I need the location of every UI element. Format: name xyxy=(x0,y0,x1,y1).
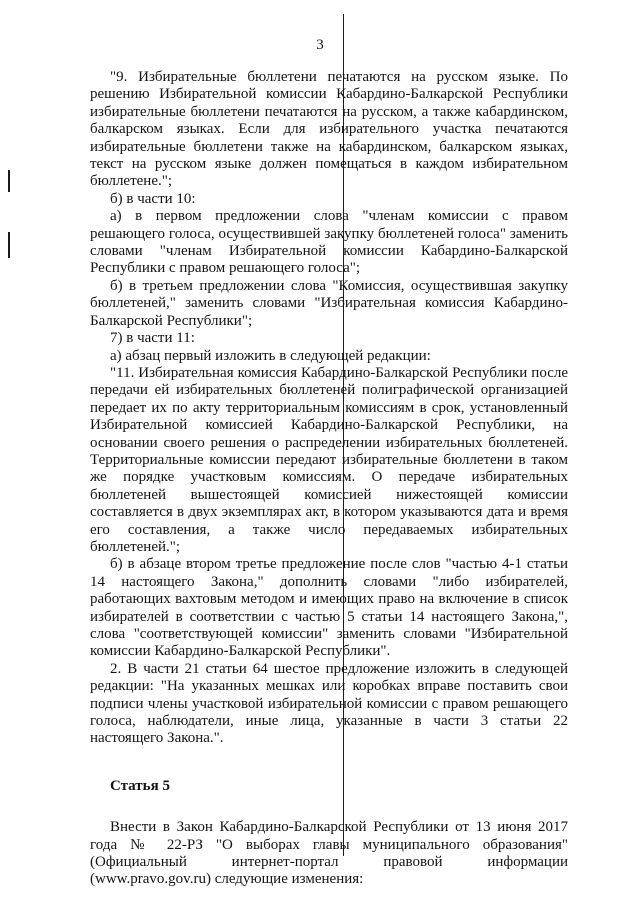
paragraph: б) в третьем предложении слова "Комиссия, осуществившая закупку бюллетеней," заменить словами "Избирательная комиссия Кабардино-Балкарской Республики"; xyxy=(90,277,568,329)
paragraph: "9. Избирательные бюллетени печатаются на русском языке. По решению Избирательной комиссии Кабардино-Балкарской Республики избирательные бюллетени печатаются на русском, а также кабардинском, балкарском языках. Если для избирательного участка печатаются избирательные бюллетени также на кабардинском, балкарском языках, текст на русском языке должен помещаться в каждом избирательном бюллетене."; xyxy=(90,69,568,190)
paragraph: "11. Избирательная комиссия Кабардино-Балкарской Республики после передачи ей избирательных бюллетеней полиграфической организацией передает их по акту территориальным комиссиям в срок, установленный Избирательной комиссией Кабардино-Балкарской Республики, на основании своего решения о распределении избирательных бюллетеней. Территориальные комиссии передают избирательные бюллетени в таком же порядке участковым комиссиям. О передаче избирательных бюллетеней вышестоящей комиссией нижестоящей комиссии составляется в двух экземплярах акт, в котором указываются дата и время его составления, а также число передаваемых избирательных бюллетеней."; xyxy=(90,364,568,555)
paragraph: б) в абзаце втором третье предложение после слов "частью 4-1 статьи 14 настоящего Закона," дополнить словами "либо избирателей, работающих вахтовым методом и имеющих право на включение в список избирателей в соответствии с частью 5 статьи 14 настоящего Закона,", слова "соответствующей комиссии" заменить словами "Избирательной комиссии Кабардино-Балкарской Республики". xyxy=(90,556,568,660)
document-body xyxy=(90,69,568,889)
margin-mark xyxy=(8,170,10,192)
paragraph: Внести в Закон Кабардино-Балкарской Республики от 13 июня 2017 года № 22-РЗ "О выборах главы муниципального образования" (Официальный интернет-портал правовой информации (www.pravo.gov.ru) следующие изменения: xyxy=(90,819,568,888)
paragraph: а) в первом предложении слова "членам комиссии с правом решающего голоса, осуществившей закупку бюллетеней голоса" заменить словами "членам Избирательной комиссии Кабардино-Балкарской Республики с правом решающего голоса"; xyxy=(90,208,568,277)
margin-mark xyxy=(8,232,10,258)
article-heading: Статья 5 xyxy=(110,777,170,794)
paragraph: а) абзац первый изложить в следующей редакции: xyxy=(110,347,431,364)
page-number: 3 xyxy=(316,37,324,53)
paragraph: 2. В части 21 статьи 64 шестое предложение изложить в следующей редакции: "На указанных мешках или коробках вправе поставить свои подписи члены участковой избирательной комиссии с правом решающего голоса, наблюдатели, иные лица, указанные в части 3 статьи 22 настоящего Закона.". xyxy=(90,660,568,747)
paragraph: 7) в части 11: xyxy=(110,330,195,347)
paragraph: б) в части 10: xyxy=(110,190,196,207)
